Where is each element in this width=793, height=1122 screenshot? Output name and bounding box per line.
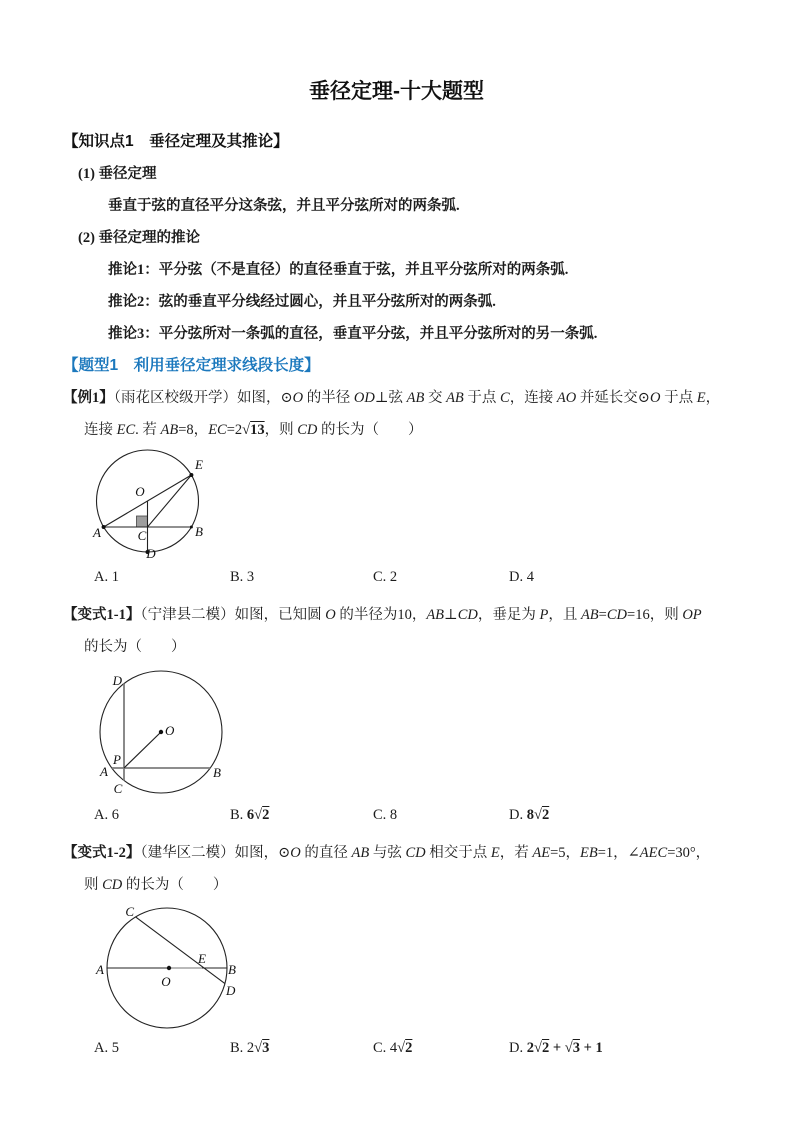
option-b: B. 6√2 bbox=[230, 807, 270, 823]
topic-header: 【题型1 利用垂径定理求线段长度】 bbox=[63, 357, 320, 374]
point-label-b: B bbox=[195, 524, 203, 539]
doc-title: 垂径定理-十大题型 bbox=[309, 80, 484, 103]
option-b: B. 3 bbox=[230, 569, 255, 585]
option-b: B. 2√3 bbox=[230, 1040, 270, 1056]
point-label-d: D bbox=[226, 983, 236, 998]
option-a: A. 6 bbox=[94, 807, 119, 823]
variant12-line2: 则 CD 的长为（ ） bbox=[84, 877, 228, 893]
point-label-o: O bbox=[161, 974, 171, 989]
point-label-o: O bbox=[165, 723, 175, 738]
option-c: C. 8 bbox=[373, 807, 398, 823]
point-label-p: P bbox=[113, 752, 121, 767]
point-label-b: B bbox=[228, 962, 236, 977]
knowledge-corollary-1: 推论1：平分弦（不是直径）的直径垂直于弦，并且平分弦所对的两条弧. bbox=[108, 262, 569, 278]
options-row-variant11 bbox=[94, 801, 793, 829]
option-a: A. 1 bbox=[94, 569, 119, 585]
segment-op bbox=[124, 732, 161, 768]
chord-cd bbox=[136, 917, 225, 984]
point-label-a: A bbox=[100, 764, 108, 779]
knowledge-corollary-2: 推论2：弦的垂直平分线经过圆心，并且平分弦所对的两条弧. bbox=[108, 294, 496, 310]
figure-circle-variant11 bbox=[96, 663, 793, 799]
point-b bbox=[190, 526, 193, 529]
option-a: A. 5 bbox=[94, 1040, 119, 1056]
variant11-line1: 【变式1-1】（宁津县二模）如图，已知圆 O 的半径为10，AB⊥CD，垂足为 P，且 AB=CD=16，则 OP bbox=[63, 607, 702, 623]
point-label-a: A bbox=[93, 525, 101, 540]
knowledge-item-1: (1) 垂径定理 bbox=[78, 166, 157, 182]
point-label-c: C bbox=[137, 528, 147, 543]
point-a bbox=[102, 525, 106, 529]
knowledge-item-1-body: 垂直于弦的直径平分这条弦，并且平分弦所对的两条弧. bbox=[108, 198, 460, 214]
point-label-e: E bbox=[198, 951, 206, 966]
point-label-o: O bbox=[135, 484, 145, 499]
example1-line2: 连接 EC. 若 AB=8，EC=2√13，则 CD 的长为（ ） bbox=[84, 422, 423, 438]
figure-circle-example1 bbox=[92, 446, 793, 559]
option-d: D. 4 bbox=[509, 569, 534, 585]
option-d: D. 8√2 bbox=[509, 807, 550, 823]
right-angle-marker bbox=[137, 516, 148, 527]
options-row-variant12 bbox=[94, 1034, 793, 1062]
option-d: D. 2√2 + √3 + 1 bbox=[509, 1040, 603, 1056]
segment-ec bbox=[148, 475, 192, 527]
example1-line1: 【例1】（雨花区校级开学）如图，⊙O 的半径 OD⊥弦 AB 交 AB 于点 C，连接 AO 并延长交⊙O 于点 E， bbox=[63, 390, 721, 406]
option-c: C. 4√2 bbox=[373, 1040, 413, 1056]
variant12-line1: 【变式1-2】（建华区二模）如图，⊙O 的直径 AB 与弦 CD 相交于点 E，若 AE=5，EB=1，∠AEC=30°， bbox=[63, 845, 711, 861]
variant11-line2: 的长为（ ） bbox=[84, 639, 186, 655]
point-e bbox=[189, 473, 193, 477]
point-label-d: D bbox=[146, 546, 156, 559]
options-row-example1 bbox=[94, 563, 793, 591]
point-label-c: C bbox=[113, 781, 123, 796]
knowledge-item-2: (2) 垂径定理的推论 bbox=[78, 230, 201, 246]
point-label-b: B bbox=[213, 765, 221, 780]
point-label-e: E bbox=[195, 457, 203, 472]
point-label-c: C bbox=[125, 904, 134, 919]
point-label-d: D bbox=[112, 673, 122, 688]
option-c: C. 2 bbox=[373, 569, 398, 585]
figure-circle-variant12 bbox=[94, 901, 793, 1032]
knowledge-corollary-3: 推论3：平分弦所对一条弧的直径，垂直平分弦，并且平分弦所对的另一条弧. bbox=[108, 326, 598, 342]
center-point-o bbox=[159, 730, 163, 734]
point-label-a: A bbox=[96, 962, 104, 977]
center-point-o bbox=[167, 966, 171, 970]
knowledge-header: 【知识点1 垂径定理及其推论】 bbox=[63, 133, 289, 150]
